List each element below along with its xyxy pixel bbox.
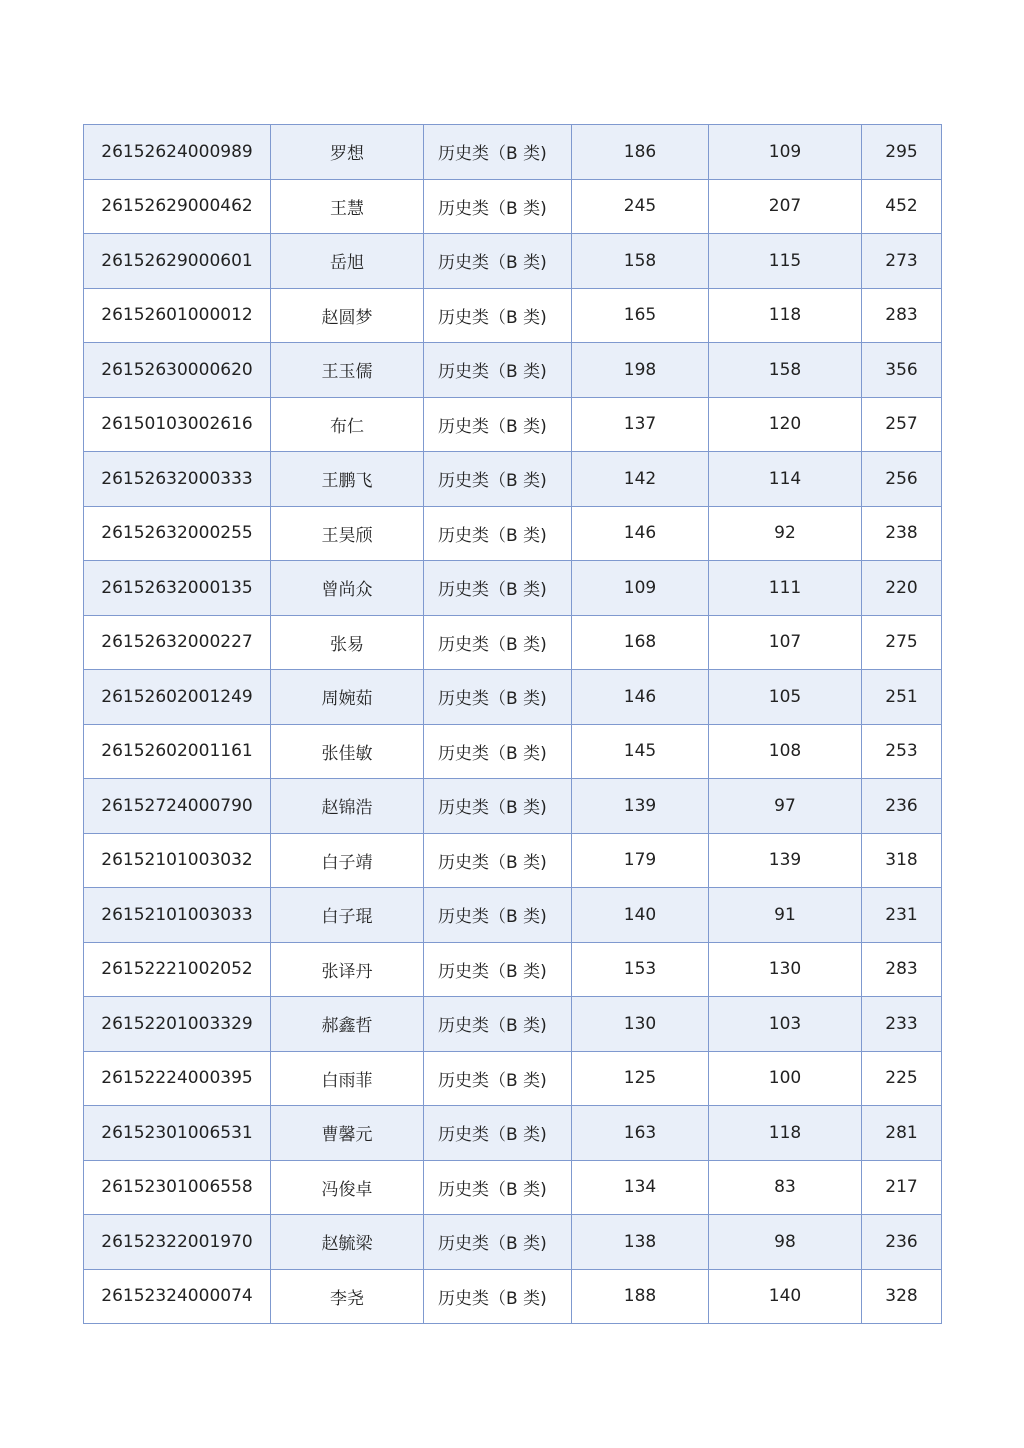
score-2-cell: 207	[709, 179, 862, 234]
score-1-cell: 163	[572, 1106, 709, 1161]
category-cell: 历史类（B 类)	[424, 1106, 572, 1161]
exam-id-cell: 26152224000395	[84, 1051, 271, 1106]
score-1-cell: 198	[572, 343, 709, 398]
score-1-cell: 153	[572, 942, 709, 997]
name-cell: 张佳敏	[271, 724, 424, 779]
table-row	[84, 833, 942, 888]
name-cell: 李尧	[271, 1269, 424, 1324]
exam-id-cell: 26152201003329	[84, 997, 271, 1052]
category-cell: 历史类（B 类)	[424, 452, 572, 507]
score-1-cell: 188	[572, 1269, 709, 1324]
exam-id-cell: 26150103002616	[84, 397, 271, 452]
total-score-cell: 257	[862, 397, 942, 452]
category-cell: 历史类（B 类)	[424, 506, 572, 561]
score-2-cell: 100	[709, 1051, 862, 1106]
score-1-cell: 245	[572, 179, 709, 234]
score-2-cell: 140	[709, 1269, 862, 1324]
total-score-cell: 220	[862, 561, 942, 616]
total-score-cell: 273	[862, 234, 942, 289]
category-cell: 历史类（B 类)	[424, 670, 572, 725]
total-score-cell: 283	[862, 288, 942, 343]
exam-id-cell: 26152724000790	[84, 779, 271, 834]
table-row	[84, 397, 942, 452]
name-cell: 白子琨	[271, 888, 424, 943]
score-1-cell: 125	[572, 1051, 709, 1106]
exam-id-cell: 26152632000333	[84, 452, 271, 507]
score-1-cell: 137	[572, 397, 709, 452]
name-cell: 冯俊卓	[271, 1160, 424, 1215]
table-row	[84, 1269, 942, 1324]
total-score-cell: 328	[862, 1269, 942, 1324]
score-2-cell: 130	[709, 942, 862, 997]
score-1-cell: 130	[572, 997, 709, 1052]
exam-id-cell: 26152630000620	[84, 343, 271, 398]
table-row	[84, 997, 942, 1052]
score-2-cell: 114	[709, 452, 862, 507]
name-cell: 王慧	[271, 179, 424, 234]
table-row	[84, 779, 942, 834]
score-2-cell: 118	[709, 288, 862, 343]
score-2-cell: 103	[709, 997, 862, 1052]
score-2-cell: 92	[709, 506, 862, 561]
category-cell: 历史类（B 类)	[424, 1215, 572, 1270]
score-1-cell: 168	[572, 615, 709, 670]
total-score-cell: 253	[862, 724, 942, 779]
total-score-cell: 356	[862, 343, 942, 398]
table-row	[84, 888, 942, 943]
score-1-cell: 138	[572, 1215, 709, 1270]
exam-id-cell: 26152324000074	[84, 1269, 271, 1324]
total-score-cell: 295	[862, 125, 942, 180]
total-score-cell: 318	[862, 833, 942, 888]
category-cell: 历史类（B 类)	[424, 397, 572, 452]
exam-id-cell: 26152101003033	[84, 888, 271, 943]
category-cell: 历史类（B 类)	[424, 942, 572, 997]
table-row	[84, 1106, 942, 1161]
total-score-cell: 275	[862, 615, 942, 670]
total-score-cell: 281	[862, 1106, 942, 1161]
table-row	[84, 179, 942, 234]
category-cell: 历史类（B 类)	[424, 1051, 572, 1106]
score-1-cell: 165	[572, 288, 709, 343]
table-row	[84, 1215, 942, 1270]
score-2-cell: 108	[709, 724, 862, 779]
table-row	[84, 561, 942, 616]
category-cell: 历史类（B 类)	[424, 888, 572, 943]
score-1-cell: 140	[572, 888, 709, 943]
table-row	[84, 343, 942, 398]
exam-id-cell: 26152301006558	[84, 1160, 271, 1215]
name-cell: 赵圆梦	[271, 288, 424, 343]
name-cell: 布仁	[271, 397, 424, 452]
table-row	[84, 615, 942, 670]
total-score-cell: 236	[862, 779, 942, 834]
name-cell: 张易	[271, 615, 424, 670]
exam-id-cell: 26152629000601	[84, 234, 271, 289]
name-cell: 岳旭	[271, 234, 424, 289]
table-row	[84, 125, 942, 180]
table-row	[84, 942, 942, 997]
name-cell: 白子靖	[271, 833, 424, 888]
score-1-cell: 186	[572, 125, 709, 180]
name-cell: 赵毓梁	[271, 1215, 424, 1270]
score-1-cell: 146	[572, 670, 709, 725]
score-1-cell: 145	[572, 724, 709, 779]
category-cell: 历史类（B 类)	[424, 1160, 572, 1215]
total-score-cell: 225	[862, 1051, 942, 1106]
table-row	[84, 1160, 942, 1215]
name-cell: 周婉茹	[271, 670, 424, 725]
total-score-cell: 238	[862, 506, 942, 561]
total-score-cell: 283	[862, 942, 942, 997]
exam-id-cell: 26152602001161	[84, 724, 271, 779]
name-cell: 罗想	[271, 125, 424, 180]
name-cell: 曾尚众	[271, 561, 424, 616]
total-score-cell: 452	[862, 179, 942, 234]
score-2-cell: 83	[709, 1160, 862, 1215]
total-score-cell: 231	[862, 888, 942, 943]
score-2-cell: 115	[709, 234, 862, 289]
category-cell: 历史类（B 类)	[424, 561, 572, 616]
exam-id-cell: 26152221002052	[84, 942, 271, 997]
total-score-cell: 251	[862, 670, 942, 725]
category-cell: 历史类（B 类)	[424, 125, 572, 180]
category-cell: 历史类（B 类)	[424, 833, 572, 888]
category-cell: 历史类（B 类)	[424, 234, 572, 289]
category-cell: 历史类（B 类)	[424, 615, 572, 670]
score-2-cell: 158	[709, 343, 862, 398]
exam-id-cell: 26152629000462	[84, 179, 271, 234]
score-table	[83, 124, 942, 1324]
exam-id-cell: 26152624000989	[84, 125, 271, 180]
total-score-cell: 236	[862, 1215, 942, 1270]
total-score-cell: 256	[862, 452, 942, 507]
category-cell: 历史类（B 类)	[424, 724, 572, 779]
exam-id-cell: 26152301006531	[84, 1106, 271, 1161]
table-row	[84, 288, 942, 343]
total-score-cell: 233	[862, 997, 942, 1052]
score-2-cell: 120	[709, 397, 862, 452]
name-cell: 白雨菲	[271, 1051, 424, 1106]
total-score-cell: 217	[862, 1160, 942, 1215]
score-2-cell: 118	[709, 1106, 862, 1161]
name-cell: 郝鑫哲	[271, 997, 424, 1052]
table-row	[84, 234, 942, 289]
score-2-cell: 97	[709, 779, 862, 834]
table-row	[84, 724, 942, 779]
score-1-cell: 142	[572, 452, 709, 507]
name-cell: 张译丹	[271, 942, 424, 997]
score-1-cell: 146	[572, 506, 709, 561]
table-row	[84, 1051, 942, 1106]
score-table-body	[84, 125, 942, 1324]
score-2-cell: 139	[709, 833, 862, 888]
category-cell: 历史类（B 类)	[424, 1269, 572, 1324]
category-cell: 历史类（B 类)	[424, 779, 572, 834]
score-1-cell: 179	[572, 833, 709, 888]
exam-id-cell: 26152322001970	[84, 1215, 271, 1270]
category-cell: 历史类（B 类)	[424, 288, 572, 343]
exam-id-cell: 26152601000012	[84, 288, 271, 343]
exam-id-cell: 26152632000227	[84, 615, 271, 670]
score-2-cell: 111	[709, 561, 862, 616]
exam-id-cell: 26152632000135	[84, 561, 271, 616]
score-2-cell: 109	[709, 125, 862, 180]
name-cell: 王昊颀	[271, 506, 424, 561]
score-1-cell: 134	[572, 1160, 709, 1215]
score-2-cell: 91	[709, 888, 862, 943]
exam-id-cell: 26152602001249	[84, 670, 271, 725]
exam-id-cell: 26152632000255	[84, 506, 271, 561]
category-cell: 历史类（B 类)	[424, 343, 572, 398]
table-row	[84, 670, 942, 725]
score-2-cell: 107	[709, 615, 862, 670]
score-1-cell: 109	[572, 561, 709, 616]
score-1-cell: 139	[572, 779, 709, 834]
name-cell: 赵锦浩	[271, 779, 424, 834]
category-cell: 历史类（B 类)	[424, 997, 572, 1052]
table-row	[84, 506, 942, 561]
score-2-cell: 105	[709, 670, 862, 725]
category-cell: 历史类（B 类)	[424, 179, 572, 234]
table-row	[84, 452, 942, 507]
name-cell: 王鹏飞	[271, 452, 424, 507]
exam-id-cell: 26152101003032	[84, 833, 271, 888]
name-cell: 曹馨元	[271, 1106, 424, 1161]
score-1-cell: 158	[572, 234, 709, 289]
name-cell: 王玉儒	[271, 343, 424, 398]
score-2-cell: 98	[709, 1215, 862, 1270]
